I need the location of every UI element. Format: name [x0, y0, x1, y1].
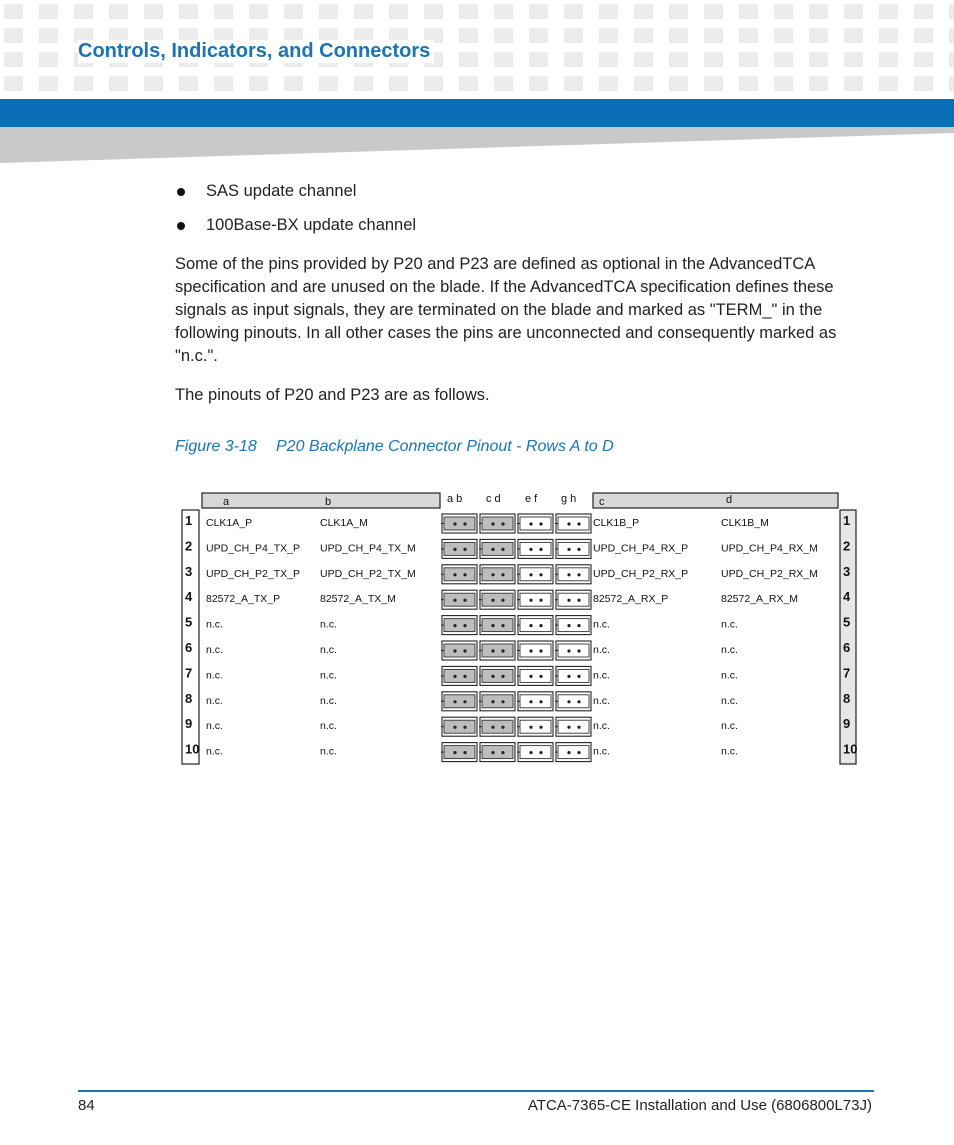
header-pattern-square — [459, 76, 478, 91]
pin-dot-icon — [463, 522, 466, 525]
header-pattern-square — [529, 52, 548, 67]
header-pattern-square — [39, 28, 58, 43]
header-pattern-square — [914, 4, 933, 19]
header-pattern-square — [459, 52, 478, 67]
pin-pair-inner — [558, 593, 589, 606]
pin-label-a: CLK1A_P — [206, 517, 253, 529]
pin-dot-icon — [491, 624, 494, 627]
pin-dot-icon — [501, 726, 504, 729]
body-content — [175, 180, 865, 407]
pin-dot-icon — [577, 573, 580, 576]
pin-pair-inner — [482, 568, 513, 581]
header-pattern-square — [214, 4, 233, 19]
pin-dot-icon — [529, 573, 532, 576]
pin-label-d: 82572_A_RX_M — [721, 593, 799, 606]
pin-pair-inner — [482, 746, 513, 759]
header-pattern-square — [529, 76, 548, 91]
pin-dot-icon — [501, 751, 504, 754]
pin-dot-icon — [491, 726, 494, 729]
pin-dot-icon — [501, 700, 504, 703]
header-pattern-square — [214, 76, 233, 91]
header-pattern-square — [494, 76, 513, 91]
header-pattern-square — [949, 4, 954, 19]
header-pattern-square — [494, 4, 513, 19]
header-pattern-square — [39, 76, 58, 91]
header-pattern-square — [459, 4, 478, 19]
pin-dot-icon — [453, 649, 456, 652]
pin-label-b: n.c. — [320, 745, 337, 758]
header-pattern-square — [179, 4, 198, 19]
row-number-right: 5 — [843, 614, 851, 630]
header-pattern-square — [599, 28, 618, 43]
header-pattern-square — [284, 76, 303, 91]
header-pattern-square — [669, 4, 688, 19]
pin-label-d: UPD_CH_P4_RX_M — [721, 542, 818, 555]
header-pattern-square — [564, 76, 583, 91]
pin-dot-icon — [567, 751, 570, 754]
pin-pair-inner — [558, 669, 589, 682]
pin-label-b: UPD_CH_P2_TX_M — [320, 567, 416, 580]
header-pattern-square — [389, 76, 408, 91]
pin-label-b: n.c. — [320, 694, 337, 707]
pin-dot-icon — [529, 624, 532, 627]
pin-pair-inner — [558, 568, 589, 581]
pin-pair-inner — [482, 593, 513, 606]
header-pattern-square — [914, 76, 933, 91]
header-pattern-square — [704, 52, 723, 67]
pin-pair-inner — [520, 568, 551, 581]
pin-dot-icon — [567, 624, 570, 627]
middle-column-header: g h — [561, 493, 577, 505]
header-pattern-square — [949, 52, 954, 67]
header-pattern-square — [39, 4, 58, 19]
pin-dot-icon — [463, 624, 466, 627]
pin-dot-icon — [577, 624, 580, 627]
pin-dot-icon — [491, 675, 494, 678]
pin-dot-icon — [539, 548, 542, 551]
pin-pair-inner — [520, 593, 551, 606]
pin-pair-inner — [558, 746, 589, 759]
pin-dot-icon — [539, 573, 542, 576]
header-pattern-square — [879, 76, 898, 91]
pin-dot-icon — [539, 624, 542, 627]
header-pattern-square — [739, 4, 758, 19]
row-number-right: 1 — [843, 513, 851, 528]
pin-pair-inner — [520, 619, 551, 632]
header-pattern-square — [319, 76, 338, 91]
pin-label-d: n.c. — [721, 745, 738, 758]
header-pattern-square — [634, 52, 653, 67]
pin-label-b: n.c. — [320, 618, 337, 631]
middle-column-header: c d — [486, 493, 501, 505]
row-number-left: 1 — [185, 513, 193, 528]
pin-dot-icon — [491, 700, 494, 703]
header-pattern-square — [4, 28, 23, 43]
header-pattern-square — [564, 52, 583, 67]
pin-dot-icon — [529, 700, 532, 703]
pin-label-c: n.c. — [593, 669, 610, 682]
header-pattern-square — [844, 28, 863, 43]
pin-dot-icon — [463, 700, 466, 703]
pin-dot-icon — [501, 649, 504, 652]
pin-label-c: n.c. — [593, 694, 610, 707]
header-pattern-square — [914, 52, 933, 67]
pin-label-b: n.c. — [320, 669, 337, 682]
column-header-a: a — [223, 496, 230, 508]
header-pattern-square — [354, 4, 373, 19]
row-number-left: 6 — [185, 640, 193, 655]
pin-dot-icon — [567, 599, 570, 602]
pin-dot-icon — [453, 700, 456, 703]
header-pattern-square — [774, 28, 793, 43]
row-number-right: 2 — [843, 538, 851, 554]
pin-pair-inner — [520, 695, 551, 708]
header-pattern-square — [494, 52, 513, 67]
column-header-c: c — [599, 496, 605, 508]
paragraph: The pinouts of P20 and P23 are as follows. — [175, 386, 490, 404]
pin-dot-icon — [577, 599, 580, 602]
figure-number: Figure 3-18 — [175, 438, 257, 455]
header-pattern-square — [809, 76, 828, 91]
header-pattern-square — [4, 4, 23, 19]
header-pattern-square — [774, 76, 793, 91]
row-number-left: 9 — [185, 716, 193, 732]
pin-dot-icon — [453, 675, 456, 678]
header-pattern-square — [249, 76, 268, 91]
header-pattern-square — [284, 4, 303, 19]
bullet-text: 100Base-BX update channel — [206, 216, 417, 234]
pin-dot-icon — [501, 522, 504, 525]
pin-label-c: CLK1B_P — [593, 517, 640, 529]
header-pattern-square — [844, 52, 863, 67]
header-pattern-square — [144, 76, 163, 91]
header-pattern-square — [949, 76, 954, 91]
header-blue-bar — [0, 99, 954, 127]
pin-label-c: UPD_CH_P4_RX_P — [593, 542, 689, 555]
pin-pair-inner — [520, 669, 551, 682]
header-pattern-square — [109, 4, 128, 19]
page-number: 84 — [78, 1097, 95, 1114]
header-pattern-square — [599, 52, 618, 67]
header-pattern-square — [879, 28, 898, 43]
pin-label-d: n.c. — [721, 694, 738, 707]
header-pattern-square — [354, 76, 373, 91]
pin-dot-icon — [529, 726, 532, 729]
pin-label-a: n.c. — [206, 618, 223, 631]
header-pattern-square — [739, 52, 758, 67]
pin-label-a: n.c. — [206, 694, 223, 707]
pin-dot-icon — [567, 700, 570, 703]
header-pattern-square — [634, 4, 653, 19]
pin-dot-icon — [463, 649, 466, 652]
pin-pair-inner — [558, 619, 589, 632]
pin-label-d: n.c. — [721, 618, 738, 631]
header-pattern-square — [634, 76, 653, 91]
pin-label-c: n.c. — [593, 745, 610, 758]
pin-label-b: n.c. — [320, 644, 337, 656]
pin-label-c: n.c. — [593, 644, 610, 656]
header-pattern-square — [564, 28, 583, 43]
header-pattern-square — [179, 76, 198, 91]
pin-dot-icon — [463, 599, 466, 602]
row-number-left: 3 — [185, 563, 193, 579]
header-pattern-square — [564, 4, 583, 19]
bullet-text: SAS update channel — [206, 182, 357, 200]
row-number-left: 4 — [185, 589, 193, 605]
header-pattern-square — [529, 28, 548, 43]
pin-dot-icon — [491, 751, 494, 754]
document-title: ATCA-7365-CE Installation and Use (6806800L73J) — [527, 1097, 872, 1114]
header-pattern-square — [844, 4, 863, 19]
pin-dot-icon — [453, 522, 456, 525]
pin-pair-inner — [558, 517, 589, 530]
pin-label-c: UPD_CH_P2_RX_P — [593, 567, 689, 580]
pin-dot-icon — [463, 751, 466, 754]
pin-label-d: n.c. — [721, 644, 738, 656]
pin-dot-icon — [453, 548, 456, 551]
pin-dot-icon — [491, 649, 494, 652]
footer-rule — [78, 1090, 874, 1092]
pin-dot-icon — [577, 649, 580, 652]
pin-label-b: UPD_CH_P4_TX_M — [320, 542, 416, 555]
pin-dot-icon — [567, 726, 570, 729]
header-pattern-square — [774, 4, 793, 19]
pin-dot-icon — [539, 649, 542, 652]
left-header-box — [202, 493, 440, 508]
pin-label-d: UPD_CH_P2_RX_M — [721, 567, 818, 580]
pin-pair-inner — [520, 720, 551, 733]
pin-dot-icon — [577, 548, 580, 551]
row-number-right: 4 — [843, 589, 851, 605]
pin-pair-inner — [444, 644, 475, 657]
header-pattern-square — [739, 28, 758, 43]
pin-pair-inner — [444, 593, 475, 606]
pinout-diagram — [180, 488, 860, 768]
pin-dot-icon — [567, 573, 570, 576]
pin-pair-inner — [444, 517, 475, 530]
pin-dot-icon — [463, 726, 466, 729]
pin-dot-icon — [529, 522, 532, 525]
pin-pair-inner — [520, 644, 551, 657]
row-number-left: 7 — [185, 665, 193, 681]
pin-pair-inner — [444, 746, 475, 759]
pin-dot-icon — [577, 751, 580, 754]
pin-dot-icon — [529, 599, 532, 602]
row-number-right: 6 — [843, 640, 851, 655]
row-number-right: 3 — [843, 563, 851, 579]
pin-dot-icon — [539, 700, 542, 703]
pin-pair-inner — [444, 568, 475, 581]
header-pattern-square — [494, 28, 513, 43]
pin-dot-icon — [577, 675, 580, 678]
pin-pair-inner — [520, 746, 551, 759]
header-pattern-square — [914, 28, 933, 43]
middle-column-header: e f — [525, 493, 538, 505]
row-number-right: 7 — [843, 665, 851, 681]
pin-dot-icon — [453, 573, 456, 576]
pin-pair-inner — [482, 542, 513, 555]
pin-label-d: n.c. — [721, 669, 738, 682]
header-pattern-square — [879, 52, 898, 67]
header-pattern-square — [739, 76, 758, 91]
pin-dot-icon — [567, 522, 570, 525]
pin-dot-icon — [463, 548, 466, 551]
pin-dot-icon — [529, 548, 532, 551]
pin-dot-icon — [577, 522, 580, 525]
bullet-item — [175, 214, 865, 237]
pin-pair-inner — [482, 720, 513, 733]
header-pattern-square — [109, 76, 128, 91]
pin-pair-inner — [520, 542, 551, 555]
pin-dot-icon — [529, 649, 532, 652]
pin-pair-inner — [482, 619, 513, 632]
pin-label-a: n.c. — [206, 644, 223, 656]
column-header-b: b — [325, 496, 332, 508]
row-number-left: 8 — [185, 690, 193, 706]
pin-dot-icon — [453, 624, 456, 627]
pin-label-b: n.c. — [320, 720, 337, 733]
pin-dot-icon — [539, 522, 542, 525]
pin-pair-inner — [444, 542, 475, 555]
pin-dot-icon — [529, 675, 532, 678]
figure-title: P20 Backplane Connector Pinout - Rows A to D — [276, 438, 614, 455]
pin-label-c: n.c. — [593, 720, 610, 733]
middle-column-header: a b — [447, 493, 463, 505]
pin-dot-icon — [567, 649, 570, 652]
bullet-item — [175, 180, 865, 203]
pin-label-d: CLK1B_M — [721, 517, 769, 529]
pin-label-a: 82572_A_TX_P — [206, 593, 281, 606]
header-pattern-square — [599, 4, 618, 19]
row-number-right: 9 — [843, 716, 851, 732]
pin-label-b: 82572_A_TX_M — [320, 593, 396, 606]
pin-pair-inner — [482, 669, 513, 682]
pin-dot-icon — [539, 675, 542, 678]
header-pattern-square — [704, 4, 723, 19]
header-pattern-square — [529, 4, 548, 19]
pin-dot-icon — [539, 726, 542, 729]
pin-label-c: n.c. — [593, 618, 610, 631]
pin-dot-icon — [453, 726, 456, 729]
pin-dot-icon — [501, 599, 504, 602]
pin-dot-icon — [453, 599, 456, 602]
header-pattern-square — [424, 4, 443, 19]
pin-pair-inner — [444, 695, 475, 708]
header-pattern-square — [74, 76, 93, 91]
pin-label-a: n.c. — [206, 669, 223, 682]
pin-pair-inner — [444, 619, 475, 632]
pin-pair-inner — [520, 517, 551, 530]
figure-caption — [175, 438, 614, 456]
row-number-right: 10 — [843, 741, 858, 757]
pin-label-b: CLK1A_M — [320, 517, 368, 529]
section-title: Controls, Indicators, and Connectors — [78, 40, 434, 63]
pin-label-a: n.c. — [206, 720, 223, 733]
header-grey-band — [0, 127, 954, 163]
header-pattern-square — [4, 76, 23, 91]
header-pattern-square — [949, 28, 954, 43]
row-number-left: 5 — [185, 614, 193, 630]
header-pattern-square — [774, 52, 793, 67]
pin-pair-inner — [482, 695, 513, 708]
header-pattern-square — [844, 76, 863, 91]
pin-dot-icon — [491, 548, 494, 551]
pin-label-a: n.c. — [206, 745, 223, 758]
header-pattern-square — [879, 4, 898, 19]
pin-pair-inner — [558, 542, 589, 555]
pin-label-d: n.c. — [721, 720, 738, 733]
header-pattern-square — [669, 76, 688, 91]
pin-dot-icon — [501, 624, 504, 627]
pin-pair-inner — [444, 720, 475, 733]
pin-label-a: UPD_CH_P2_TX_P — [206, 567, 300, 580]
header-pattern-square — [809, 4, 828, 19]
header-pattern-square — [599, 76, 618, 91]
pin-dot-icon — [491, 599, 494, 602]
row-number-right: 8 — [843, 690, 851, 706]
paragraph: Some of the pins provided by P20 and P23 are defined as optional in the AdvancedTCA specification and are unused on the blade. If the AdvancedTCA specification defines these signals as input signals, they are terminated on the blade and marked as "TERM_" in the following pinouts. In all other cases the pins are unconnected and consequently marked as "n.c.". — [175, 255, 837, 365]
header-pattern-square — [39, 52, 58, 67]
pin-dot-icon — [501, 573, 504, 576]
header-pattern-square — [669, 28, 688, 43]
row-number-left: 2 — [185, 538, 193, 554]
header-pattern-square — [634, 28, 653, 43]
header-pattern-square — [459, 28, 478, 43]
pin-dot-icon — [501, 548, 504, 551]
bullet-dot-icon — [177, 188, 185, 196]
pin-dot-icon — [463, 573, 466, 576]
pin-dot-icon — [501, 675, 504, 678]
pin-pair-inner — [558, 644, 589, 657]
header-pattern-square — [249, 4, 268, 19]
pin-dot-icon — [567, 548, 570, 551]
header-pattern-square — [704, 28, 723, 43]
pin-dot-icon — [539, 599, 542, 602]
header-pattern-square — [704, 76, 723, 91]
pin-pair-inner — [444, 669, 475, 682]
pin-pair-inner — [558, 720, 589, 733]
header-pattern-square — [144, 4, 163, 19]
header-pattern-square — [389, 4, 408, 19]
header-pattern-square — [4, 52, 23, 67]
pin-dot-icon — [577, 700, 580, 703]
pin-dot-icon — [491, 573, 494, 576]
pin-pair-inner — [558, 695, 589, 708]
pin-label-c: 82572_A_RX_P — [593, 593, 669, 606]
row-number-left: 10 — [185, 741, 200, 757]
header-pattern-square — [809, 52, 828, 67]
header-pattern-square — [809, 28, 828, 43]
pin-dot-icon — [539, 751, 542, 754]
pin-dot-icon — [529, 751, 532, 754]
header-pattern-square — [669, 52, 688, 67]
header-pattern-square — [74, 4, 93, 19]
pin-dot-icon — [463, 675, 466, 678]
pin-dot-icon — [453, 751, 456, 754]
pin-dot-icon — [577, 726, 580, 729]
header-pattern-square — [424, 76, 443, 91]
pin-label-a: UPD_CH_P4_TX_P — [206, 542, 300, 555]
pin-dot-icon — [491, 522, 494, 525]
pin-dot-icon — [567, 675, 570, 678]
pin-pair-inner — [482, 644, 513, 657]
right-header-box — [593, 493, 838, 508]
column-header-d: d — [726, 494, 733, 506]
header-pattern-square — [319, 4, 338, 19]
pin-pair-inner — [482, 517, 513, 530]
bullet-dot-icon — [177, 222, 185, 230]
